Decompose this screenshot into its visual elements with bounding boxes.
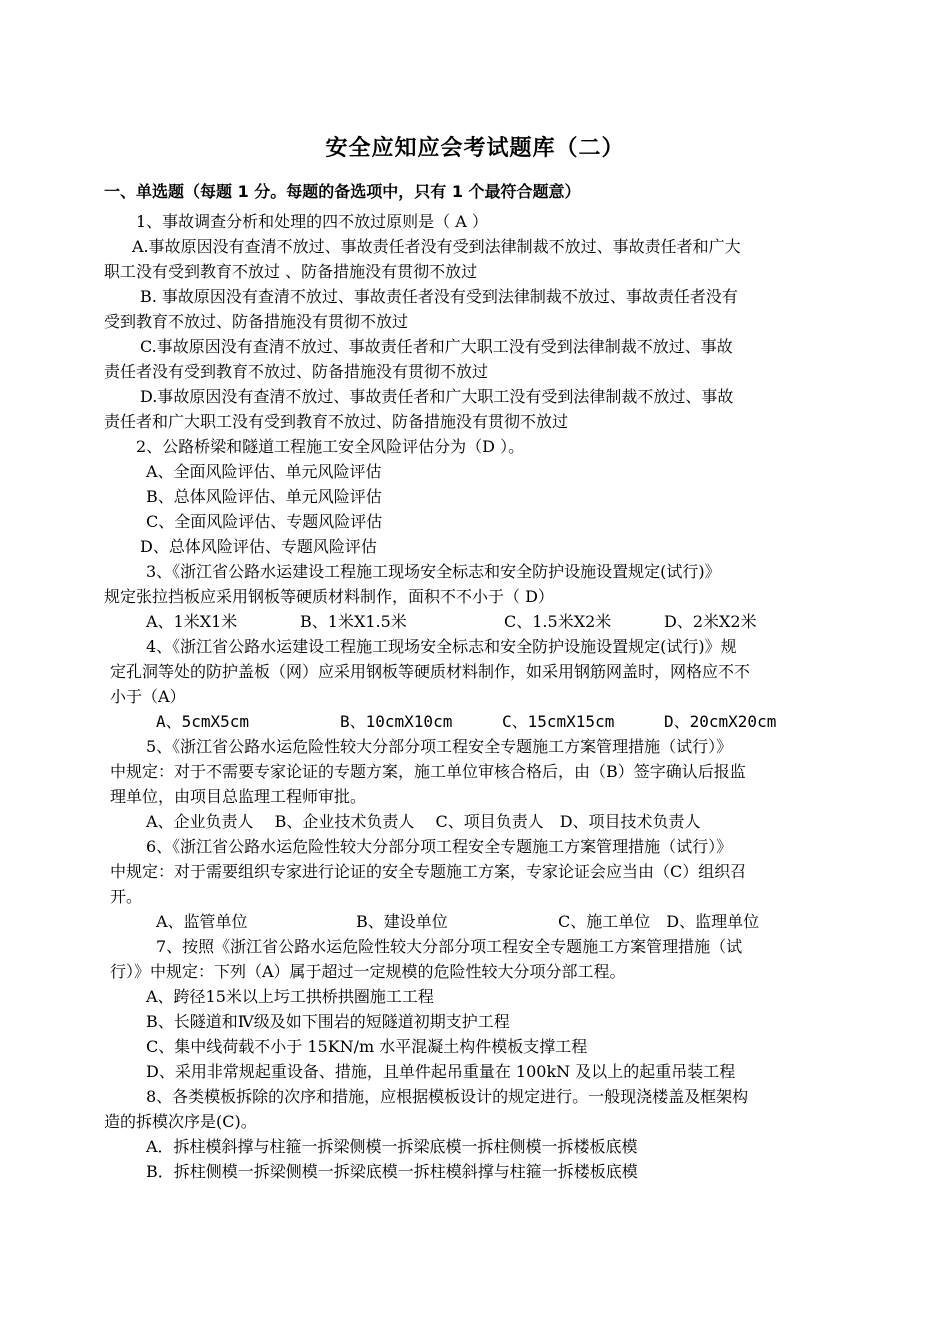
question-5-options: A、企业负责人 B、企业技术负责人 C、项目负责人 D、项目技术负责人 [146,812,701,831]
question-2-option-b: B、总体风险评估、单元风险评估 [146,487,382,506]
question-2-option-d: D、总体风险评估、专题风险评估 [140,537,377,556]
question-1-option-c: C.事故原因没有查清不放过、事故责任者和广大职工没有受到法律制裁不放过、事故 [140,337,733,356]
question-1-stem: 1、事故调查分析和处理的四不放过原则是（ A ） [136,212,488,231]
question-1-option-d-cont: 责任者和广大职工没有受到教育不放过、防备措施没有贯彻不放过 [104,412,569,431]
question-4-stem: 4、《浙江省公路水运建设工程施工现场安全标志和安全防护设施设置规定(试行)》规 [146,637,737,656]
question-6-option-cd: C、施工单位 D、监理单位 [558,912,760,931]
question-4-option-a: A、5cmX5cm [156,712,250,731]
question-8-stem-cont: 造的拆模次序是(C)。 [104,1112,257,1131]
question-2-option-c: C、全面风险评估、专题风险评估 [146,512,383,531]
question-5-stem-cont-2: 理单位，由项目总监理工程师审批。 [110,787,367,806]
question-5-stem-cont: 中规定：对于不需要专家论证的专题方案，施工单位审核合格后，由（B）签字确认后报监 [110,762,746,781]
question-5-stem: 5、《浙江省公路水运危险性较大分部分项工程安全专题施工方案管理措施（试行）》 [146,737,733,756]
question-4-option-b: B、10cmX10cm [340,712,453,731]
question-3-option-d: D、2米X2米 [664,612,757,631]
question-1-option-a-cont: 职工没有受到教育不放过 、防备措施没有贯彻不放过 [104,262,478,281]
question-2-option-a: A、全面风险评估、单元风险评估 [146,462,382,481]
question-4-option-d: D、20cmX20cm [664,712,777,731]
question-8-option-b: B．拆柱侧模一拆梁侧模一拆梁底模一拆柱模斜撑与柱箍一拆楼板底模 [146,1162,638,1181]
question-3-stem: 3、《浙江省公路水运建设工程施工现场安全标志和安全防护设施设置规定(试行)》 [146,562,721,581]
question-8-stem: 8、各类模板拆除的次序和措施，应根据模板设计的规定进行。一般现浇楼盖及框架构 [146,1087,749,1106]
question-7-option-b: B、长隧道和Ⅳ级及如下围岩的短隧道初期支护工程 [146,1012,510,1031]
section-heading: 一、单选题（每题 1 分。每题的备选项中，只有 1 个最符合题意） [104,182,581,201]
question-7-option-a: A、跨径15米以上圬工拱桥拱圈施工工程 [146,987,434,1006]
question-8-option-a: A．拆柱模斜撑与柱箍一拆梁侧模一拆梁底模一拆柱侧模一拆楼板底模 [146,1137,638,1156]
question-3-stem-cont: 规定张拉挡板应采用钢板等硬质材料制作，面积不不小于（ D） [104,587,554,606]
question-3-option-a: A、1米X1米 [146,612,238,631]
page-title: 安全应知应会考试题库（二） [325,136,625,161]
question-3-option-b: B、1米X1.5米 [300,612,407,631]
question-1-option-a: A.事故原因没有查清不放过、事故责任者没有受到法律制裁不放过、事故责任者和广大 [132,237,741,256]
question-6-option-b: B、建设单位 [356,912,448,931]
question-7-option-c: C、集中线荷载不小于 15KN/m 水平混凝土构件模板支撑工程 [146,1037,588,1056]
question-2-stem: 2、公路桥梁和隧道工程施工安全风险评估分为（D ）。 [136,437,525,456]
question-4-option-c: C、15cmX15cm [502,712,615,731]
question-6-stem: 6、《浙江省公路水运危险性较大分部分项工程安全专题施工方案管理措施（试行）》 [146,837,733,856]
question-7-option-d: D、采用非常规起重设备、措施，且单件起吊重量在 100kN 及以上的起重吊装工程 [146,1062,736,1081]
question-1-option-d: D.事故原因没有查清不放过、事故责任者和广大职工没有受到法律制裁不放过、事故 [140,387,734,406]
question-1-option-b-cont: 受到教育不放过、防备措施没有贯彻不放过 [104,312,409,331]
question-4-stem-cont: 定孔洞等处的防护盖板（网）应采用钢板等硬质材料制作，如采用钢筋网盖时，网格应不不 [110,662,751,681]
question-7-stem-cont: 行）》中规定：下列（A）属于超过一定规模的危险性较大分项分部工程。 [110,962,626,981]
question-6-stem-cont: 中规定：对于需要组织专家进行论证的安全专题施工方案，专家论证会应当由（C）组织召 [110,862,747,881]
question-4-stem-cont-2: 小于（A） [110,687,186,706]
question-6-stem-cont-2: 开。 [110,887,143,906]
question-7-stem: 7、按照《浙江省公路水运危险性较大分部分项工程安全专题施工方案管理措施（试 [156,937,743,956]
question-3-option-c: C、1.5米X2米 [504,612,612,631]
question-1-option-b: B. 事故原因没有查清不放过、事故责任者没有受到法律制裁不放过、事故责任者没有 [140,287,738,306]
question-1-option-c-cont: 责任者没有受到教育不放过、防备措施没有贯彻不放过 [104,362,489,381]
question-6-option-a: A、监管单位 [156,912,248,931]
